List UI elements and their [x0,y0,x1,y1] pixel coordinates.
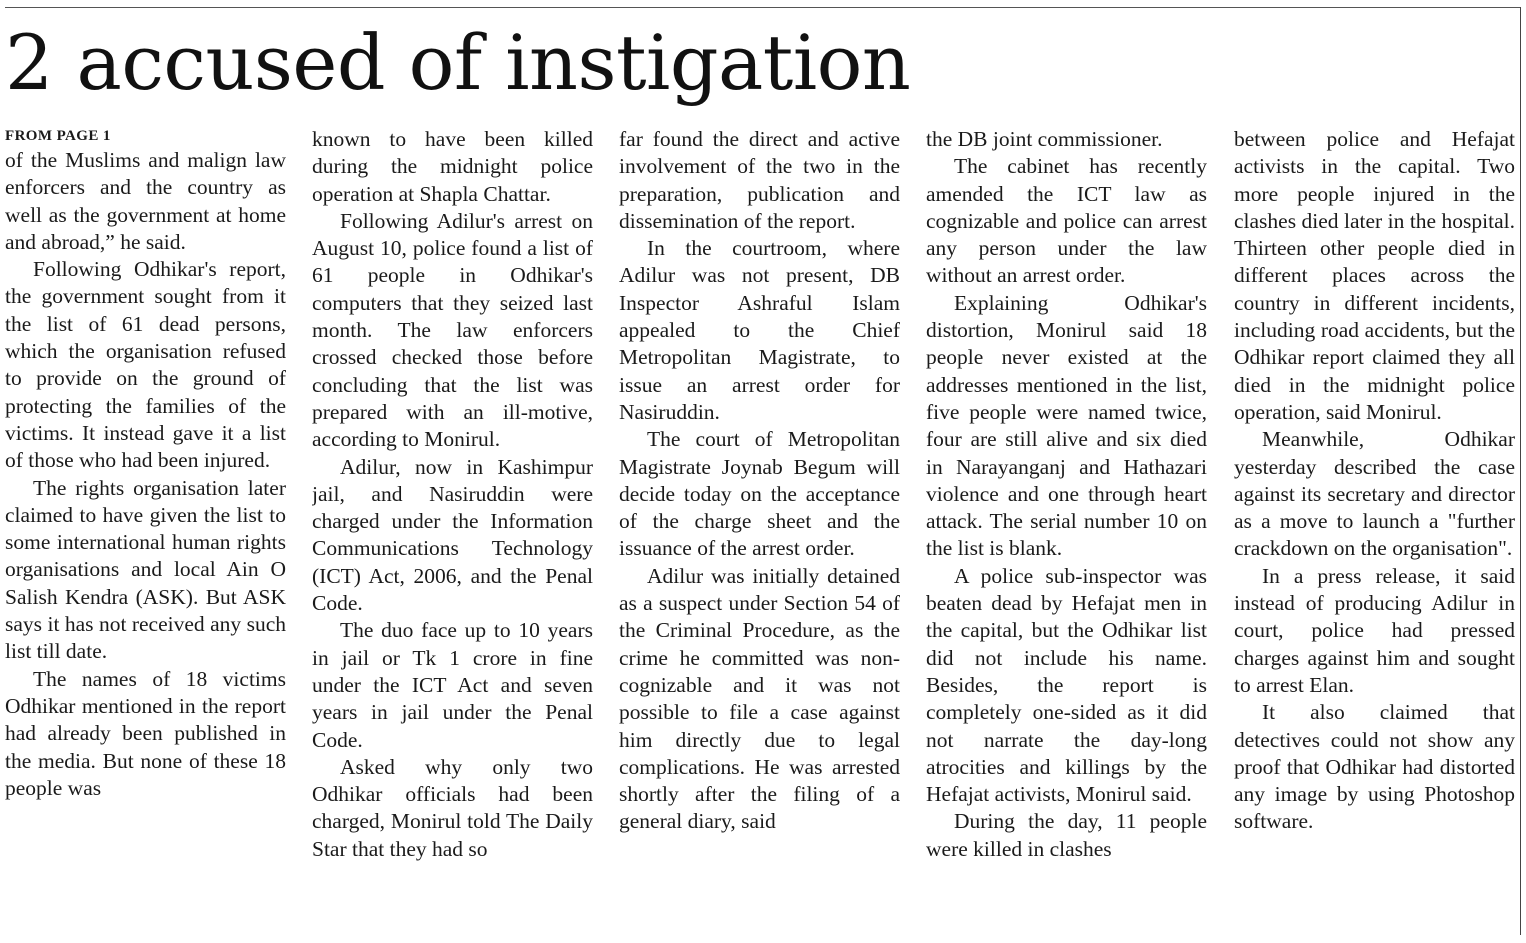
paragraph: Explaining Odhikar's distortion, Monirul said 18 people never existed at the addresses mentioned in the list, five people were named twice, four are still alive and six died in Narayanganj and Hathazari violence and one through heart attack. The serial number 10 on the list is blank. [926,290,1207,561]
paragraph: of the Muslims and malign law enforcers and the country as well as the government at home and abroad,” he said. [5,148,286,254]
paragraph: It also claimed that detectives could not show any proof that Odhikar had distorted any image by using Photoshop software. [1234,700,1515,834]
right-rule [1520,7,1521,935]
paragraph: The names of 18 victims Odhikar mentioned in the report had already been published in the media. But none of these 18 people was [5,666,286,800]
column-3 [619,126,900,926]
column-1 [5,126,286,926]
paragraph: The duo face up to 10 years in jail or Tk 1 crore in fine under the ICT Act and seven years in jail under the Penal Code. [312,618,593,752]
top-rule [5,7,1521,8]
paragraph: the DB joint commissioner. [926,127,1163,151]
jump-line: FROM PAGE 1 [5,128,111,144]
column-4 [926,126,1207,926]
paragraph: In a press release, it said instead of producing Adilur in court, police had pressed charges against him and sought to arrest Elan. [1234,563,1515,697]
column-2 [312,126,593,926]
article-body [5,126,1517,926]
paragraph: Adilur, now in Kashimpur jail, and Nasiruddin were charged under the Information Communications Technology (ICT) Act, 2006, and the Penal Code. [312,454,593,616]
paragraph: Adilur was initially detained as a suspect under Section 54 of the Criminal Procedure, as the crime he committed was non-cognizable and it was not possible to file a case against him directly due to legal complications. He was arrested shortly after the filing of a general diary, said [619,563,900,834]
paragraph: A police sub-inspector was beaten dead by Hefajat men in the capital, but the Odhikar list did not include his name. Besides, the report is completely one-sided as it did not narrate the day-long atrocities and killings by the Hefajat activists, Monirul said. [926,563,1207,807]
paragraph: Following Odhikar's report, the government sought from it the list of 61 dead persons, which the organisation refused to provide on the ground of protecting the families of the victims. It instead gave it a list of those who had been injured. [5,257,286,473]
paragraph: The cabinet has recently amended the ICT law as cognizable and police can arrest any person under the law without an arrest order. [926,154,1207,288]
paragraph: The rights organisation later claimed to have given the list to some international human rights organisations and local Ain O Salish Kendra (ASK). But ASK says it has not received any such list till date. [5,475,286,664]
paragraph: Following Adilur's arrest on August 10, police found a list of 61 people in Odhikar's computers that they seized last month. The law enforcers crossed checked those before concluding that the list was prepared with an ill-motive, according to Monirul. [312,208,593,452]
column-5 [1234,126,1515,926]
paragraph: Asked why only two Odhikar officials had been charged, Monirul told The Daily Star that they had so [312,754,593,861]
paragraph: between police and Hefajat activists in the capital. Two more people injured in the clashes died later in the hospital. Thirteen other people died in different places across the country in different incidents, including road accidents, but the Odhikar report claimed they all died in the midnight police operation, said Monirul. [1234,127,1515,424]
paragraph: Meanwhile, Odhikar yesterday described the case against its secretary and director as a move to launch a "further crackdown on the organisation". [1234,427,1515,561]
paragraph: During the day, 11 people were killed in clashes [926,809,1207,861]
headline: 2 accused of instigation [5,18,911,107]
paragraph: known to have been killed during the midnight police operation at Shapla Chattar. [312,127,593,206]
paragraph: far found the direct and active involvement of the two in the preparation, publication and dissemination of the report. [619,127,900,233]
paragraph: In the courtroom, where Adilur was not present, DB Inspector Ashraful Islam appealed to the Chief Metropolitan Magistrate, to issue an arrest order for Nasiruddin. [619,236,900,424]
paragraph: The court of Metropolitan Magistrate Joynab Begum will decide today on the acceptance of the charge sheet and the issuance of the arrest order. [619,427,900,561]
